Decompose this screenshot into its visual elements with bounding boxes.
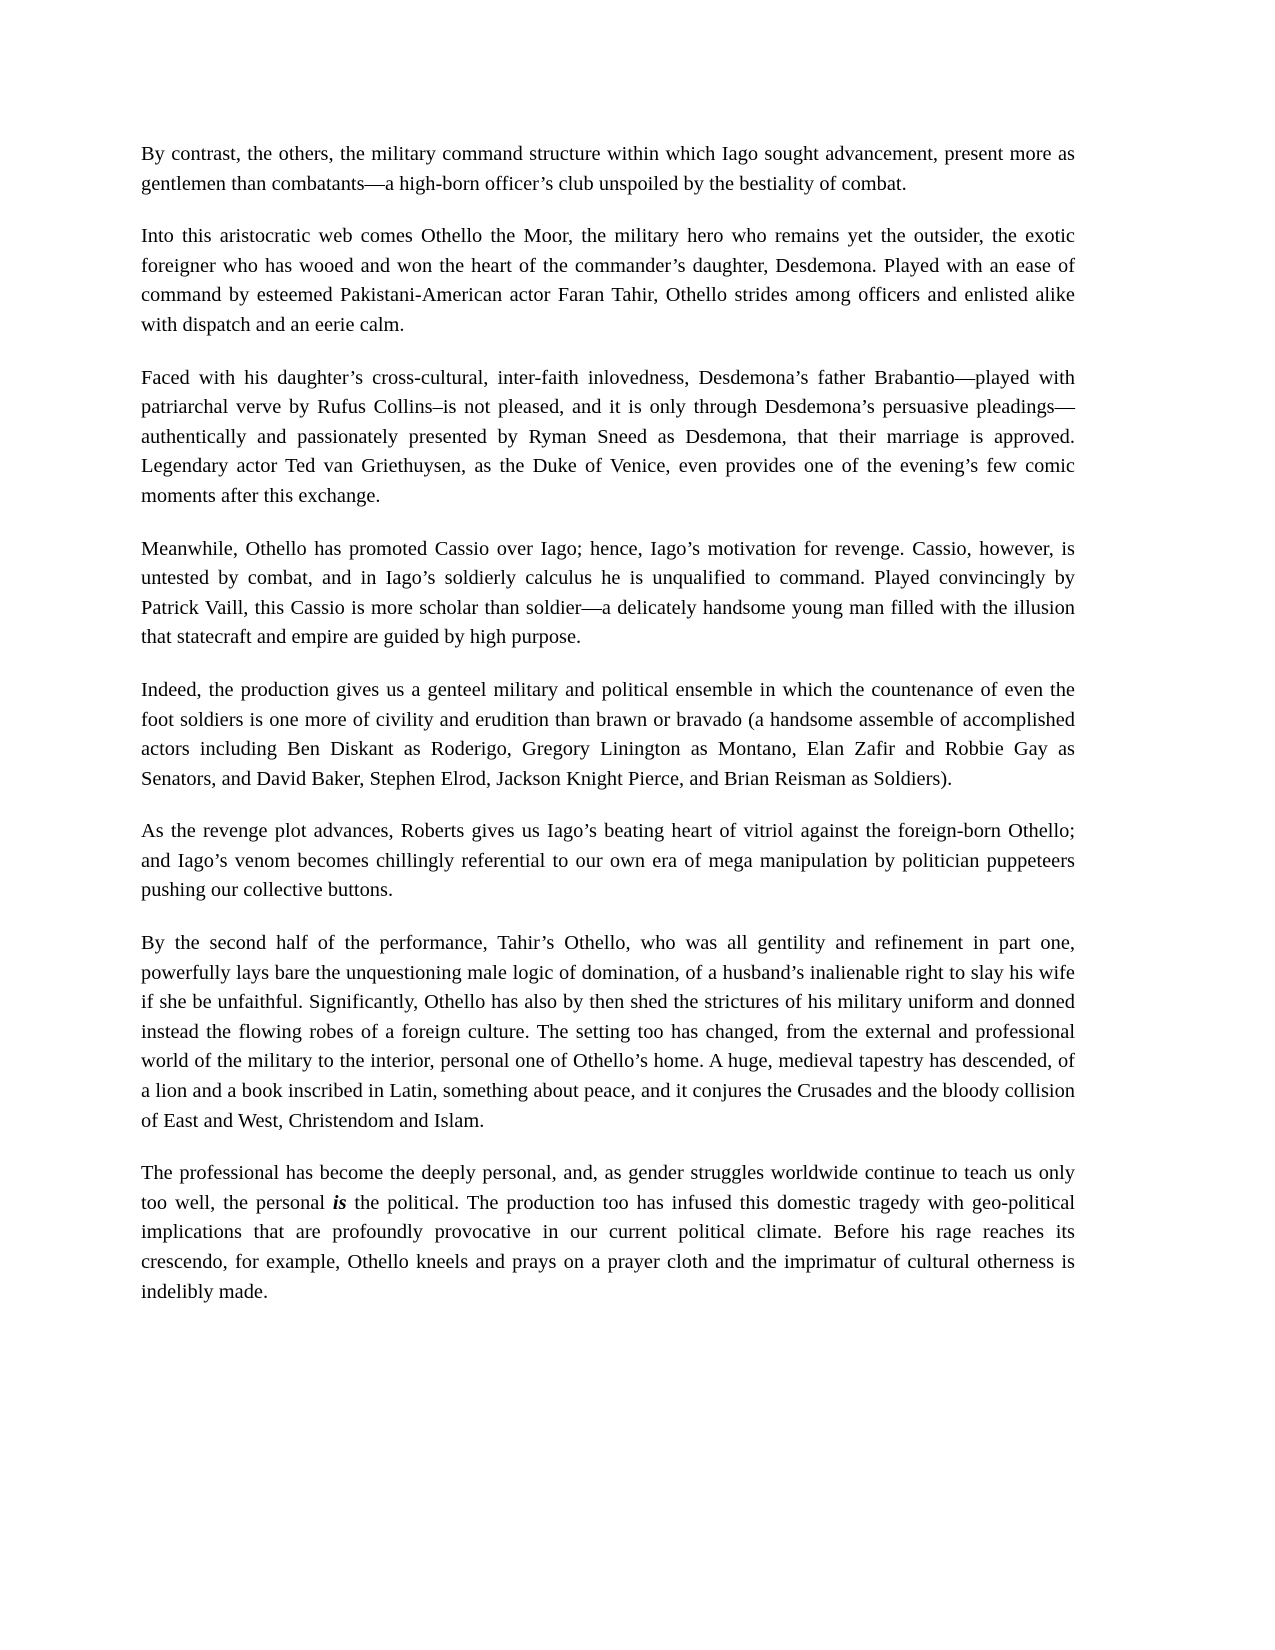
paragraph-1: By contrast, the others, the military command structure within which Iago sought advancement, present more as gentlemen than combatants—a high-born officer’s club unspoiled by the bestiality of combat. [141,143,1075,195]
paragraph-7: By the second half of the performance, Tahir’s Othello, who was all gentility and refinement in part one, powerfully lays bare the unquestioning male logic of domination, of a husband’s inalienable right to slay his wife if she be unfaithful. Significantly, Othello has also by then shed the strictures of his military uniform and donned instead the flowing robes of a foreign culture. The setting too has changed, from the external and professional world of the military to the interior, personal one of Othello’s home. A huge, medieval tapestry has descended, of a lion and a book inscribed in Latin, something about peace, and it conjures the Crusades and the bloody collision of East and West, Christendom and Islam. [141,932,1075,1132]
paragraph-4: Meanwhile, Othello has promoted Cassio over Iago; hence, Iago’s motivation for revenge. Cassio, however, is untested by combat, and in Iago’s soldierly calculus he is unqualified to command. Played convincingly by Patrick Vaill, this Cassio is more scholar than soldier—a delicately handsome young man filled with the illusion that statecraft and empire are guided by high purpose. [141,537,1075,649]
paragraph-2: Into this aristocratic web comes Othello the Moor, the military hero who remains yet the outsider, the exotic foreigner who has wooed and won the heart of the commander’s daughter, Desdemona. Played with an ease of command by esteemed Pakistani-American actor Faran Tahir, Othello strides among officers and enlisted alike with dispatch and an eerie calm. [141,225,1075,336]
paragraph-5: Indeed, the production gives us a genteel military and political ensemble in which the countenance of even the foot soldiers is one more of civility and erudition than brawn or bravado (a handsome assemble of accomplished actors including Ben Diskant as Roderigo, Gregory Linington as Montano, Elan Zafir and Robbie Gay as Senators, and David Baker, Stephen Elrod, Jackson Knight Pierce, and Brian Reisman as Soldiers). [141,678,1075,790]
paragraph-6: As the revenge plot advances, Roberts gives us Iago’s beating heart of vitriol against the foreign-born Othello; and Iago’s venom becomes chillingly referential to our own era of mega manipulation by politician puppeteers pushing our collective buttons. [141,820,1075,902]
document-text-body [141,140,1075,1307]
emphasis-is: is [332,1191,347,1214]
paragraph-3: Faced with his daughter’s cross-cultural, inter-faith inlovedness, Desdemona’s father Brabantio—played with patriarchal verve by Rufus Collins–is not pleased, and it is only through Desdemona’s persuasive pleadings—authentically and passionately presented by Ryman Sneed as Desdemona, that their marriage is approved. Legendary actor Ted van Griethuysen, as the Duke of Venice, even provides one of the evening’s few comic moments after this exchange. [141,366,1075,507]
paragraph-8 [141,1159,1075,1307]
paragraph-8-lead: The professional has become the deeply personal, and, as gender struggles worldwide continue to teach us only too well, the personal [141,1162,1075,1214]
paragraph-8-tail: the political. The production too has infused this domestic tragedy with geo-political implications that are profoundly provocative in our current political climate. Before his rage reaches its crescendo, for example, Othello kneels and prays on a prayer cloth and the imprimatur of cultural otherness is indelibly made. [141,1191,1075,1303]
